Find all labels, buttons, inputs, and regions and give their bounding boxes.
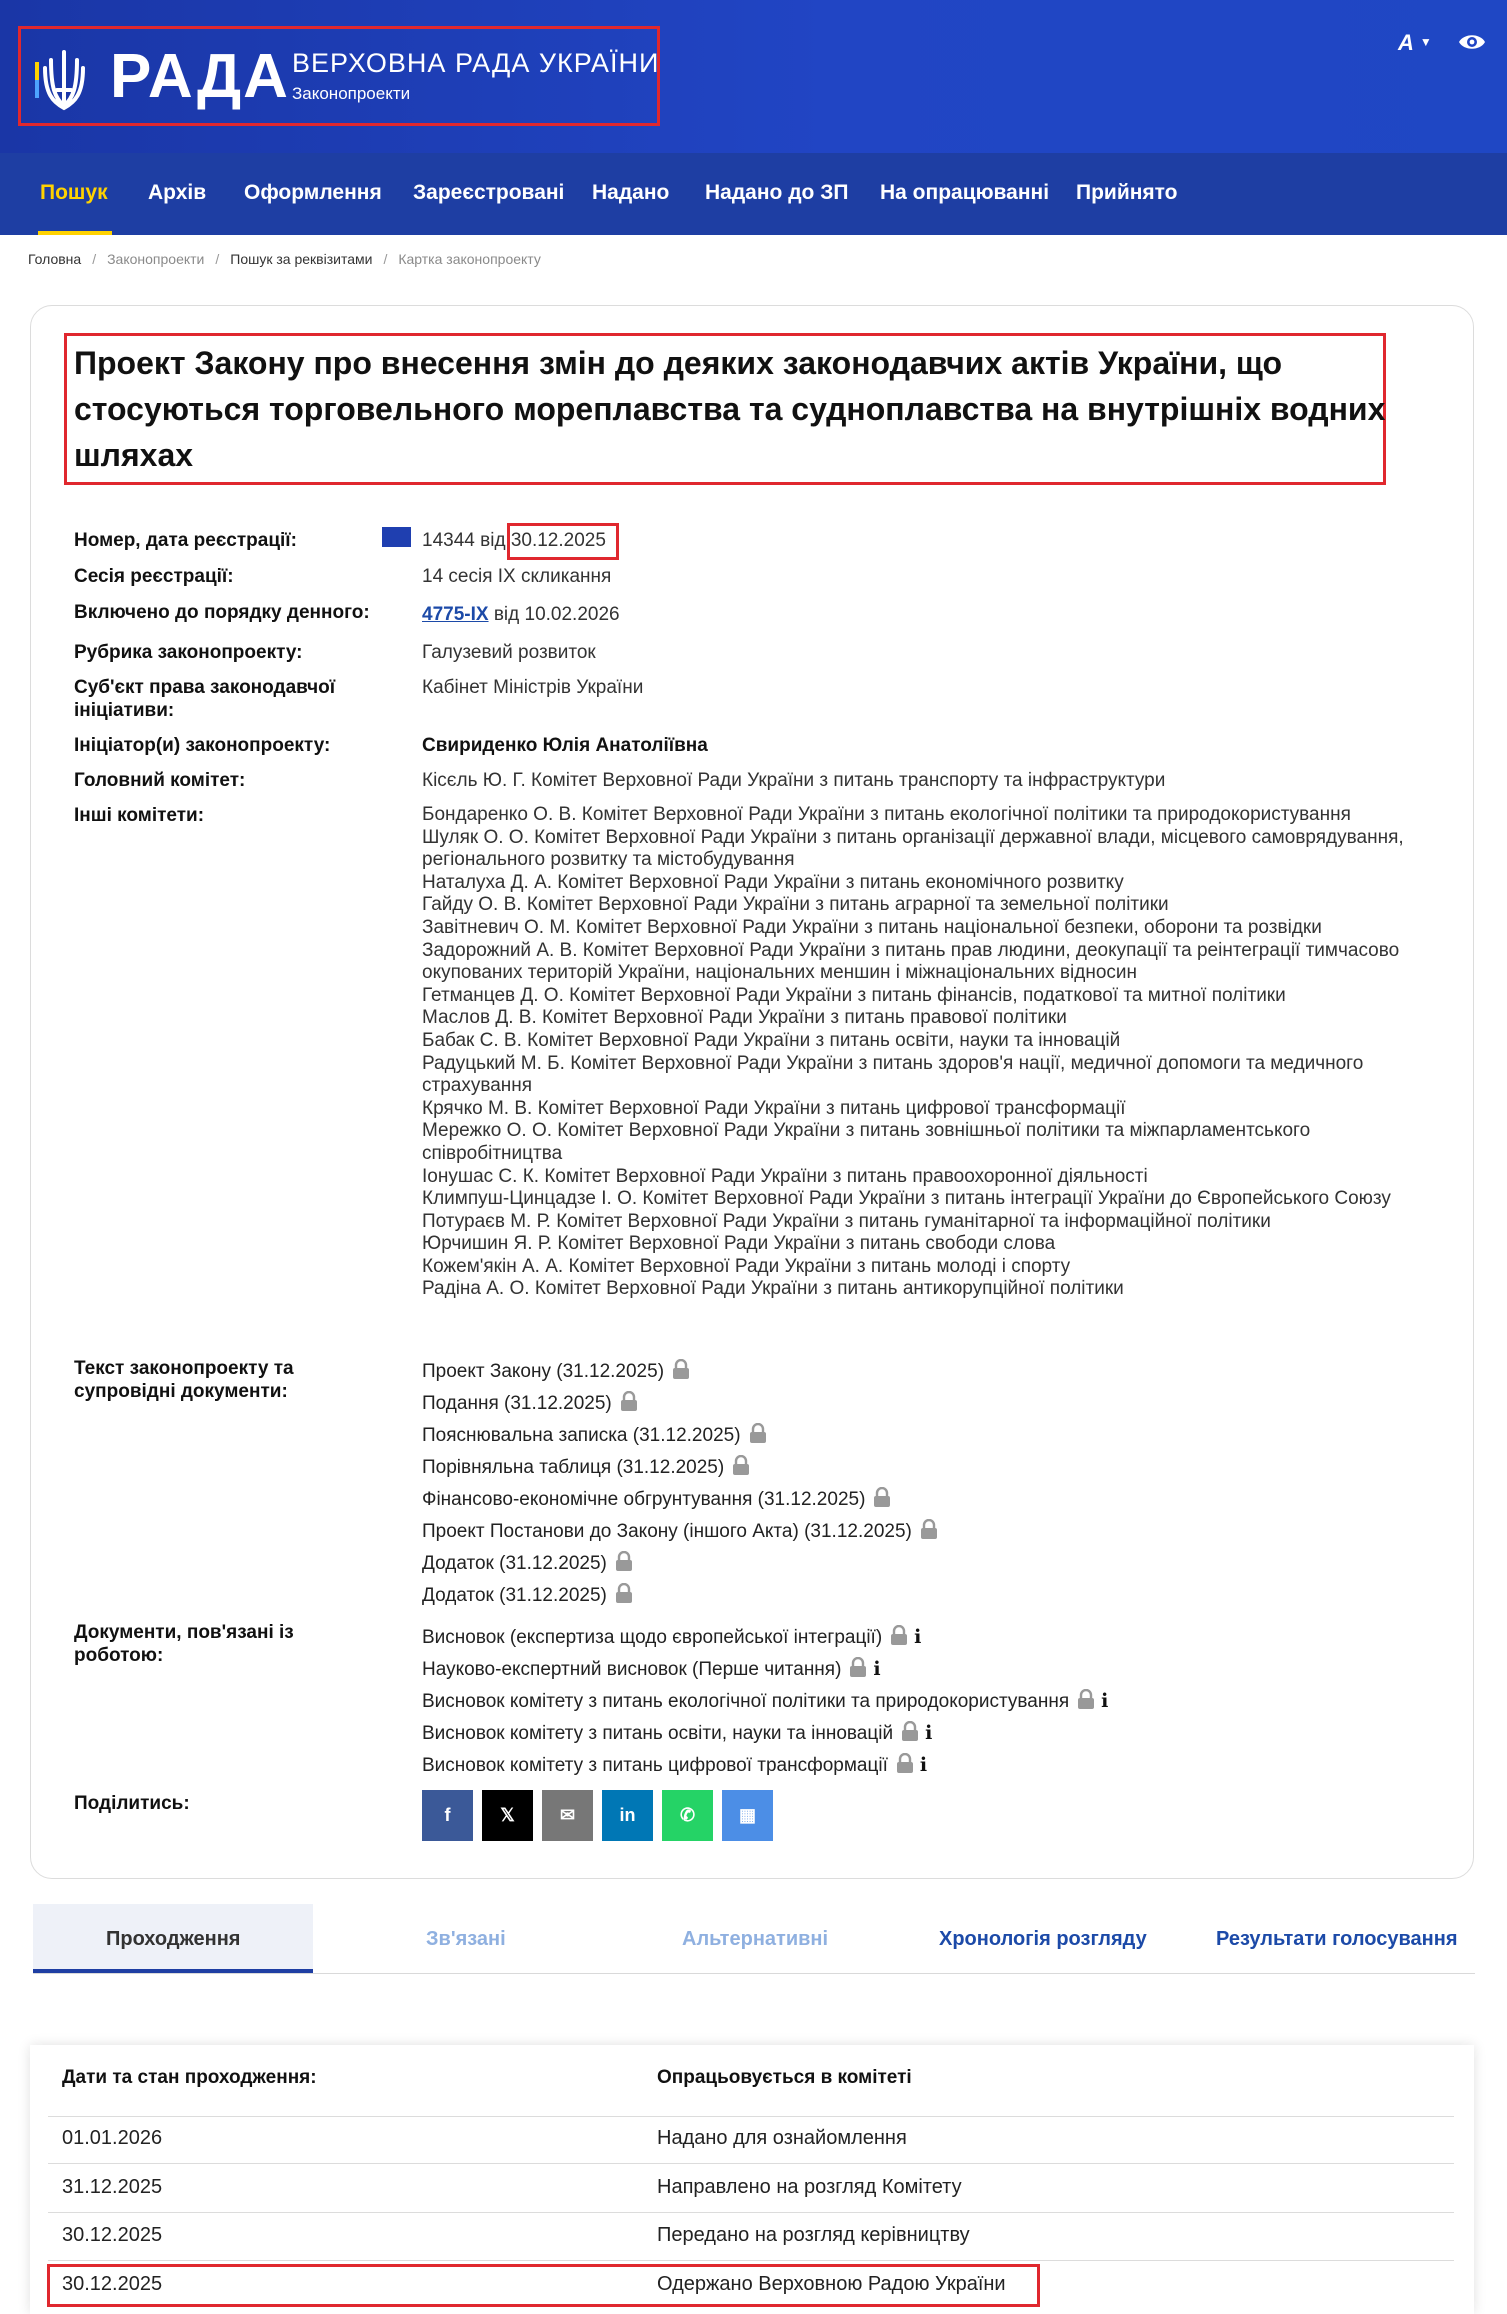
document-link[interactable]: Додаток (31.12.2025) — [422, 1585, 607, 1606]
committee-item: Бондаренко О. В. Комітет Верховної Ради України з питань екологічної політики та природокористування — [422, 804, 1351, 825]
breadcrumb-separator: / — [383, 251, 388, 267]
info-icon[interactable]: i — [919, 1754, 928, 1776]
tab-passage[interactable]: Проходження — [106, 1928, 241, 1950]
lock-icon — [901, 1721, 919, 1741]
logo-rada[interactable]: РАДА — [110, 42, 290, 111]
info-icon[interactable]: i — [925, 1722, 933, 1744]
document-link[interactable]: Додаток (31.12.2025) — [422, 1553, 607, 1574]
nav-item-in-progress[interactable]: На опрацюванні — [880, 181, 1050, 204]
linkedin-icon: in — [619, 1805, 636, 1825]
tab-voting-results[interactable]: Результати голосування — [1216, 1928, 1458, 1950]
committee-item: Гайду О. В. Комітет Верховної Ради України з питань аграрної та земельної політики — [422, 894, 1169, 916]
document-item — [422, 1487, 891, 1512]
document-link[interactable]: Подання (31.12.2025) — [422, 1393, 612, 1414]
committee-item: Задорожний А. В. Комітет Верховної Ради України з питань прав людини, деокупації та реінтеграції тимчасово окупованих територій України, національних меншин і міжнаціональних відносин — [422, 939, 1400, 984]
nav-item-search[interactable]: Пошук — [40, 181, 108, 204]
lock-icon — [615, 1551, 633, 1571]
date-highlight-box — [507, 523, 619, 560]
row-status: Надано для ознайомлення — [657, 2127, 907, 2149]
site-header — [0, 0, 1507, 153]
reg-label: Номер, дата реєстрації: — [74, 530, 297, 551]
breadcrumb-bills[interactable]: Законопроекти — [107, 251, 205, 267]
agenda-date: від 10.02.2026 — [493, 604, 620, 625]
other-committees-label: Інші комітети: — [74, 805, 205, 826]
rubric-label: Рубрика законопроекту: — [74, 642, 303, 663]
committee-item: Маслов Д. В. Комітет Верховної Ради України з питань правової політики — [422, 1007, 1067, 1029]
document-item — [422, 1391, 638, 1416]
agenda-link[interactable]: 4775-IX — [422, 604, 489, 625]
related-document-item — [422, 1721, 932, 1746]
nav-item-formatting[interactable]: Оформлення — [244, 181, 382, 204]
rubric-value: Галузевий розвиток — [422, 642, 596, 663]
row-status: Передано на розгляд керівництву — [657, 2224, 970, 2246]
tab-related[interactable]: Зв'язані — [426, 1928, 506, 1950]
document-item — [422, 1423, 767, 1448]
document-link[interactable]: Проект Закону (31.12.2025) — [422, 1361, 665, 1382]
qr-code-icon: ▦ — [738, 1805, 756, 1825]
reg-from: від — [480, 530, 506, 551]
main-nav — [0, 153, 1507, 235]
lock-icon — [890, 1625, 908, 1645]
lock-icon — [896, 1753, 914, 1773]
committee-item: Юрчишин Я. Р. Комітет Верховної Ради України з питань свободи слова — [422, 1233, 1056, 1255]
qr-code-share-button[interactable] — [722, 1790, 773, 1841]
chevron-down-icon: ▼ — [1419, 35, 1432, 49]
committee-item: Бабак С. В. Комітет Верховної Ради України з питань освіти, науки та інновацій — [422, 1029, 1121, 1051]
committee-item: Радіна А. О. Комітет Верховної Ради України з питань антикорупційної політики — [422, 1278, 1124, 1300]
lock-icon — [732, 1455, 750, 1475]
reg-number: 14344 — [422, 530, 475, 551]
email-icon: ✉ — [559, 1805, 576, 1825]
lock-icon — [920, 1519, 938, 1539]
initiator-value — [422, 734, 708, 757]
table-row-divider — [48, 2212, 1454, 2213]
initiator-name: Свириденко Юлія Анатоліївна — [422, 735, 708, 756]
related-document-item — [422, 1689, 1108, 1714]
other-committees-list — [422, 804, 1432, 1301]
document-item — [422, 1551, 633, 1576]
trident-icon — [33, 48, 95, 114]
document-item — [422, 1359, 690, 1384]
breadcrumb-search[interactable]: Пошук за реквізитами — [230, 251, 373, 267]
site-title[interactable]: ВЕРХОВНА РАДА УКРАЇНИ — [292, 48, 660, 78]
session-label: Сесія реєстрації: — [74, 566, 234, 587]
nav-active-indicator — [38, 231, 112, 235]
table-header-status: Опрацьовується в комітеті — [657, 2067, 912, 2088]
related-document-link[interactable]: Науково-експертний висновок (Перше читання) — [422, 1659, 842, 1680]
breadcrumb — [28, 251, 541, 267]
facebook-share-button[interactable] — [422, 1790, 473, 1841]
tab-alternative[interactable]: Альтернативні — [682, 1928, 829, 1950]
session-value: 14 сесія IX скликання — [422, 566, 612, 587]
breadcrumb-current: Картка законопроекту — [398, 251, 541, 267]
facebook-icon: f — [444, 1805, 451, 1825]
x-share-button[interactable] — [482, 1790, 533, 1841]
info-icon[interactable]: i — [914, 1626, 922, 1648]
whatsapp-share-button[interactable] — [662, 1790, 713, 1841]
table-header-dates: Дати та стан проходження: — [62, 2067, 317, 2088]
texts-label: Текст законопроекту та супровідні документи: — [74, 1358, 294, 1402]
row-date: 01.01.2026 — [62, 2127, 163, 2149]
x-icon: 𝕏 — [500, 1805, 515, 1825]
committee-item: Завітневич О. М. Комітет Верховної Ради України з питань національної безпеки, оборони та розвідки — [422, 916, 1322, 938]
row-status: Одержано Верховною Радою України — [657, 2273, 1006, 2295]
committee-item: Наталуха Д. А. Комітет Верховної Ради України з питань економічного розвитку — [422, 871, 1124, 893]
related-document-link[interactable]: Висновок комітету з питань цифрової трансформації — [422, 1755, 888, 1776]
breadcrumb-home[interactable]: Головна — [28, 251, 82, 267]
row-date: 30.12.2025 — [62, 2224, 163, 2246]
row-date: 30.12.2025 — [62, 2273, 163, 2295]
tabs-divider — [33, 1973, 1475, 1974]
document-link[interactable]: Фінансово-економічне обгрунтування (31.12.2025) — [422, 1489, 866, 1510]
bill-title: Проект Закону про внесення змін до деяких законодавчих актів України, що стосуються торговельного мореплавства та судноплавства на внутрішніх водних шляхах — [74, 345, 1386, 473]
nav-item-registered[interactable]: Зареєстровані — [413, 181, 565, 204]
whatsapp-icon: ✆ — [679, 1805, 696, 1825]
committee-item: Крячко М. В. Комітет Верховної Ради України з питань цифрової трансформації — [422, 1097, 1126, 1119]
document-link[interactable]: Порівняльна таблиця (31.12.2025) — [422, 1457, 725, 1478]
lock-icon — [749, 1423, 767, 1443]
row-highlight-box — [47, 2264, 1040, 2307]
document-link[interactable]: Пояснювальна записка (31.12.2025) — [422, 1425, 741, 1446]
info-icon[interactable]: i — [1101, 1690, 1109, 1712]
info-icon[interactable]: i — [873, 1658, 881, 1680]
site-subtitle[interactable]: Законопроекти — [292, 84, 411, 103]
committee-item: Мережко О. О. Комітет Верховної Ради України з питань зовнішньої політики та міжпарламентського співробітництва — [422, 1120, 1311, 1164]
nav-item-submitted[interactable]: Надано — [592, 181, 670, 204]
row-date: 31.12.2025 — [62, 2176, 163, 2198]
main-committee-label: Головний комітет: — [74, 770, 246, 791]
related-document-link[interactable]: Висновок комітету з питань екологічної політики та природокористування — [422, 1691, 1070, 1712]
document-item — [422, 1455, 750, 1480]
related-document-item — [422, 1753, 927, 1778]
agenda-label: Включено до порядку денного: — [74, 602, 370, 623]
agenda-value — [422, 603, 620, 626]
lock-icon — [849, 1657, 867, 1677]
committee-item: Климпуш-Цинцадзе І. О. Комітет Верховної Ради України з питань інтеграції України до Європейського Союзу — [422, 1188, 1391, 1210]
table-row-divider — [48, 2116, 1454, 2117]
document-item — [422, 1583, 633, 1608]
nav-item-submitted-zp[interactable]: Надано до ЗП — [705, 181, 849, 204]
table-row-divider — [48, 2260, 1454, 2261]
accessibility-eye-icon[interactable] — [1457, 30, 1487, 54]
document-item — [422, 1519, 938, 1544]
lock-icon — [620, 1391, 638, 1411]
font-size-label: A — [1398, 30, 1414, 55]
related-document-item — [422, 1625, 921, 1650]
related-document-link[interactable]: Висновок (експертиза щодо європейської інтеграції) — [422, 1627, 883, 1648]
subject-label: Суб'єкт права законодавчої ініціативи: — [74, 677, 336, 721]
lock-icon — [1077, 1689, 1095, 1709]
main-committee-value: Кісєль Ю. Г. Комітет Верховної Ради України з питань транспорту та інфраструктури — [422, 770, 1166, 791]
share-label: Поділитись: — [74, 1793, 190, 1814]
row-status: Направлено на розгляд Комітету — [657, 2176, 962, 2198]
eu-flag-icon — [382, 527, 411, 547]
table-row-divider — [48, 2163, 1454, 2164]
committee-item: Шуляк О. О. Комітет Верховної Ради України з питань організації державної влади, місцевого самоврядування, регіонального розвитку та містобудування — [422, 826, 1404, 871]
linkedin-share-button[interactable] — [602, 1790, 653, 1841]
reg-date: 30.12.2025 — [510, 530, 606, 551]
nav-item-adopted[interactable]: Прийнято — [1076, 181, 1178, 204]
lock-icon — [873, 1487, 891, 1507]
breadcrumb-separator: / — [215, 251, 220, 267]
nav-item-archive[interactable]: Архів — [148, 181, 207, 204]
related-document-item — [422, 1657, 881, 1682]
committee-item: Потураєв М. Р. Комітет Верховної Ради України з питань гуманітарної та інформаційної політики — [422, 1210, 1271, 1232]
related-label: Документи, пов'язані із роботою: — [74, 1622, 294, 1666]
lock-icon — [672, 1359, 690, 1379]
breadcrumb-separator: / — [92, 251, 97, 267]
committee-item: Гетманцев Д. О. Комітет Верховної Ради України з питань фінансів, податкової та митної політики — [422, 984, 1286, 1006]
font-size-switch[interactable] — [1398, 30, 1432, 56]
email-share-button[interactable] — [542, 1790, 593, 1841]
lock-icon — [615, 1583, 633, 1603]
committee-item: Іонушас С. К. Комітет Верховної Ради України з питань правоохоронної діяльності — [422, 1165, 1148, 1187]
initiator-label: Ініціатор(и) законопроекту: — [74, 735, 331, 756]
committee-item: Радуцький М. Б. Комітет Верховної Ради України з питань здоров'я нації, медичної допомоги та медичного страхування — [422, 1052, 1364, 1097]
related-document-link[interactable]: Висновок комітету з питань освіти, науки та інновацій — [422, 1723, 894, 1744]
subject-value: Кабінет Міністрів України — [422, 677, 644, 698]
tab-chronology[interactable]: Хронологія розгляду — [939, 1928, 1147, 1950]
document-link[interactable]: Проект Постанови до Закону (іншого Акта) (31.12.2025) — [422, 1521, 912, 1542]
committee-item: Кожем'якін А. А. Комітет Верховної Ради України з питань молоді і спорту — [422, 1255, 1071, 1277]
